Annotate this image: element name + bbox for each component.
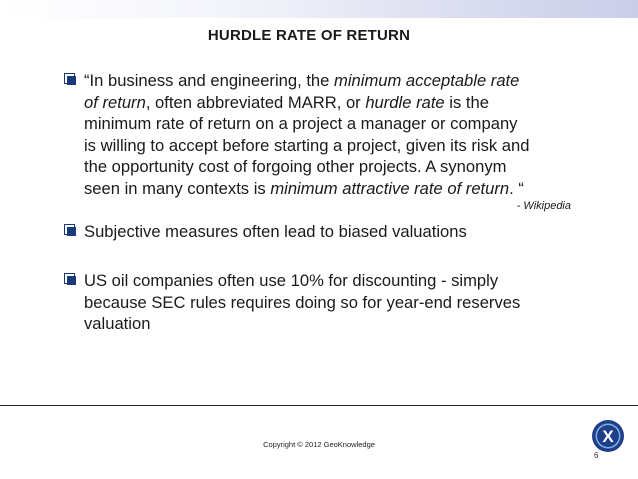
footer-divider [0, 405, 638, 406]
italic-text-run: minimum attractive rate of return [270, 178, 510, 198]
italic-text-run: of return [84, 92, 146, 112]
bullet-line [84, 178, 584, 200]
bullet-line [84, 292, 584, 314]
italic-text-run: minimum acceptable rate [334, 71, 520, 90]
bullet-subjective-measures [84, 221, 584, 243]
text-run: because SEC rules requires doing so for year-end reserves [84, 292, 521, 312]
svg-text:X: X [602, 427, 614, 446]
bullet-line [84, 70, 584, 92]
quote-attribution: - Wikipedia [516, 200, 571, 212]
header-gradient-band [0, 0, 638, 18]
checkbox-bullet-icon [64, 73, 75, 84]
text-run: is the [444, 92, 489, 112]
text-run: . “ [509, 178, 524, 198]
bullet-line [84, 135, 584, 157]
text-run: Subjective measures often lead to biased valuations [84, 222, 467, 241]
text-run: the opportunity cost of forgoing other projects. A synonym [84, 157, 507, 176]
checkbox-bullet-icon [64, 224, 75, 235]
text-run: valuation [84, 314, 151, 333]
copyright-text: Copyright © 2012 GeoKnowledge [263, 440, 375, 449]
checkbox-bullet-icon [64, 273, 75, 284]
bullet-text [84, 270, 584, 335]
bullet-line [84, 313, 584, 335]
italic-text-run: hurdle rate [365, 92, 445, 112]
slide-title: HURDLE RATE OF RETURN [207, 27, 411, 44]
text-run: US oil companies often use 10% for discounting - simply [84, 271, 499, 290]
geoknowledge-logo-icon [591, 419, 625, 453]
bullet-line [84, 92, 584, 114]
bullet-text [84, 70, 584, 199]
text-run: seen in many contexts is [84, 178, 271, 198]
bullet-quote [84, 70, 584, 199]
bullet-line [84, 221, 584, 243]
bullet-line [84, 270, 584, 292]
text-run: , often abbreviated MARR, or [145, 92, 366, 112]
bullet-line [84, 156, 584, 178]
text-run: “In business and engineering, the [84, 71, 335, 90]
bullet-text [84, 221, 584, 243]
bullet-line [84, 113, 584, 135]
text-run: is willing to accept before starting a project, given its risk and [84, 135, 530, 155]
text-run: minimum rate of return on a project a manager or company [84, 114, 518, 133]
bullet-us-oil-companies [84, 270, 584, 335]
page-number: 6 [594, 451, 599, 460]
